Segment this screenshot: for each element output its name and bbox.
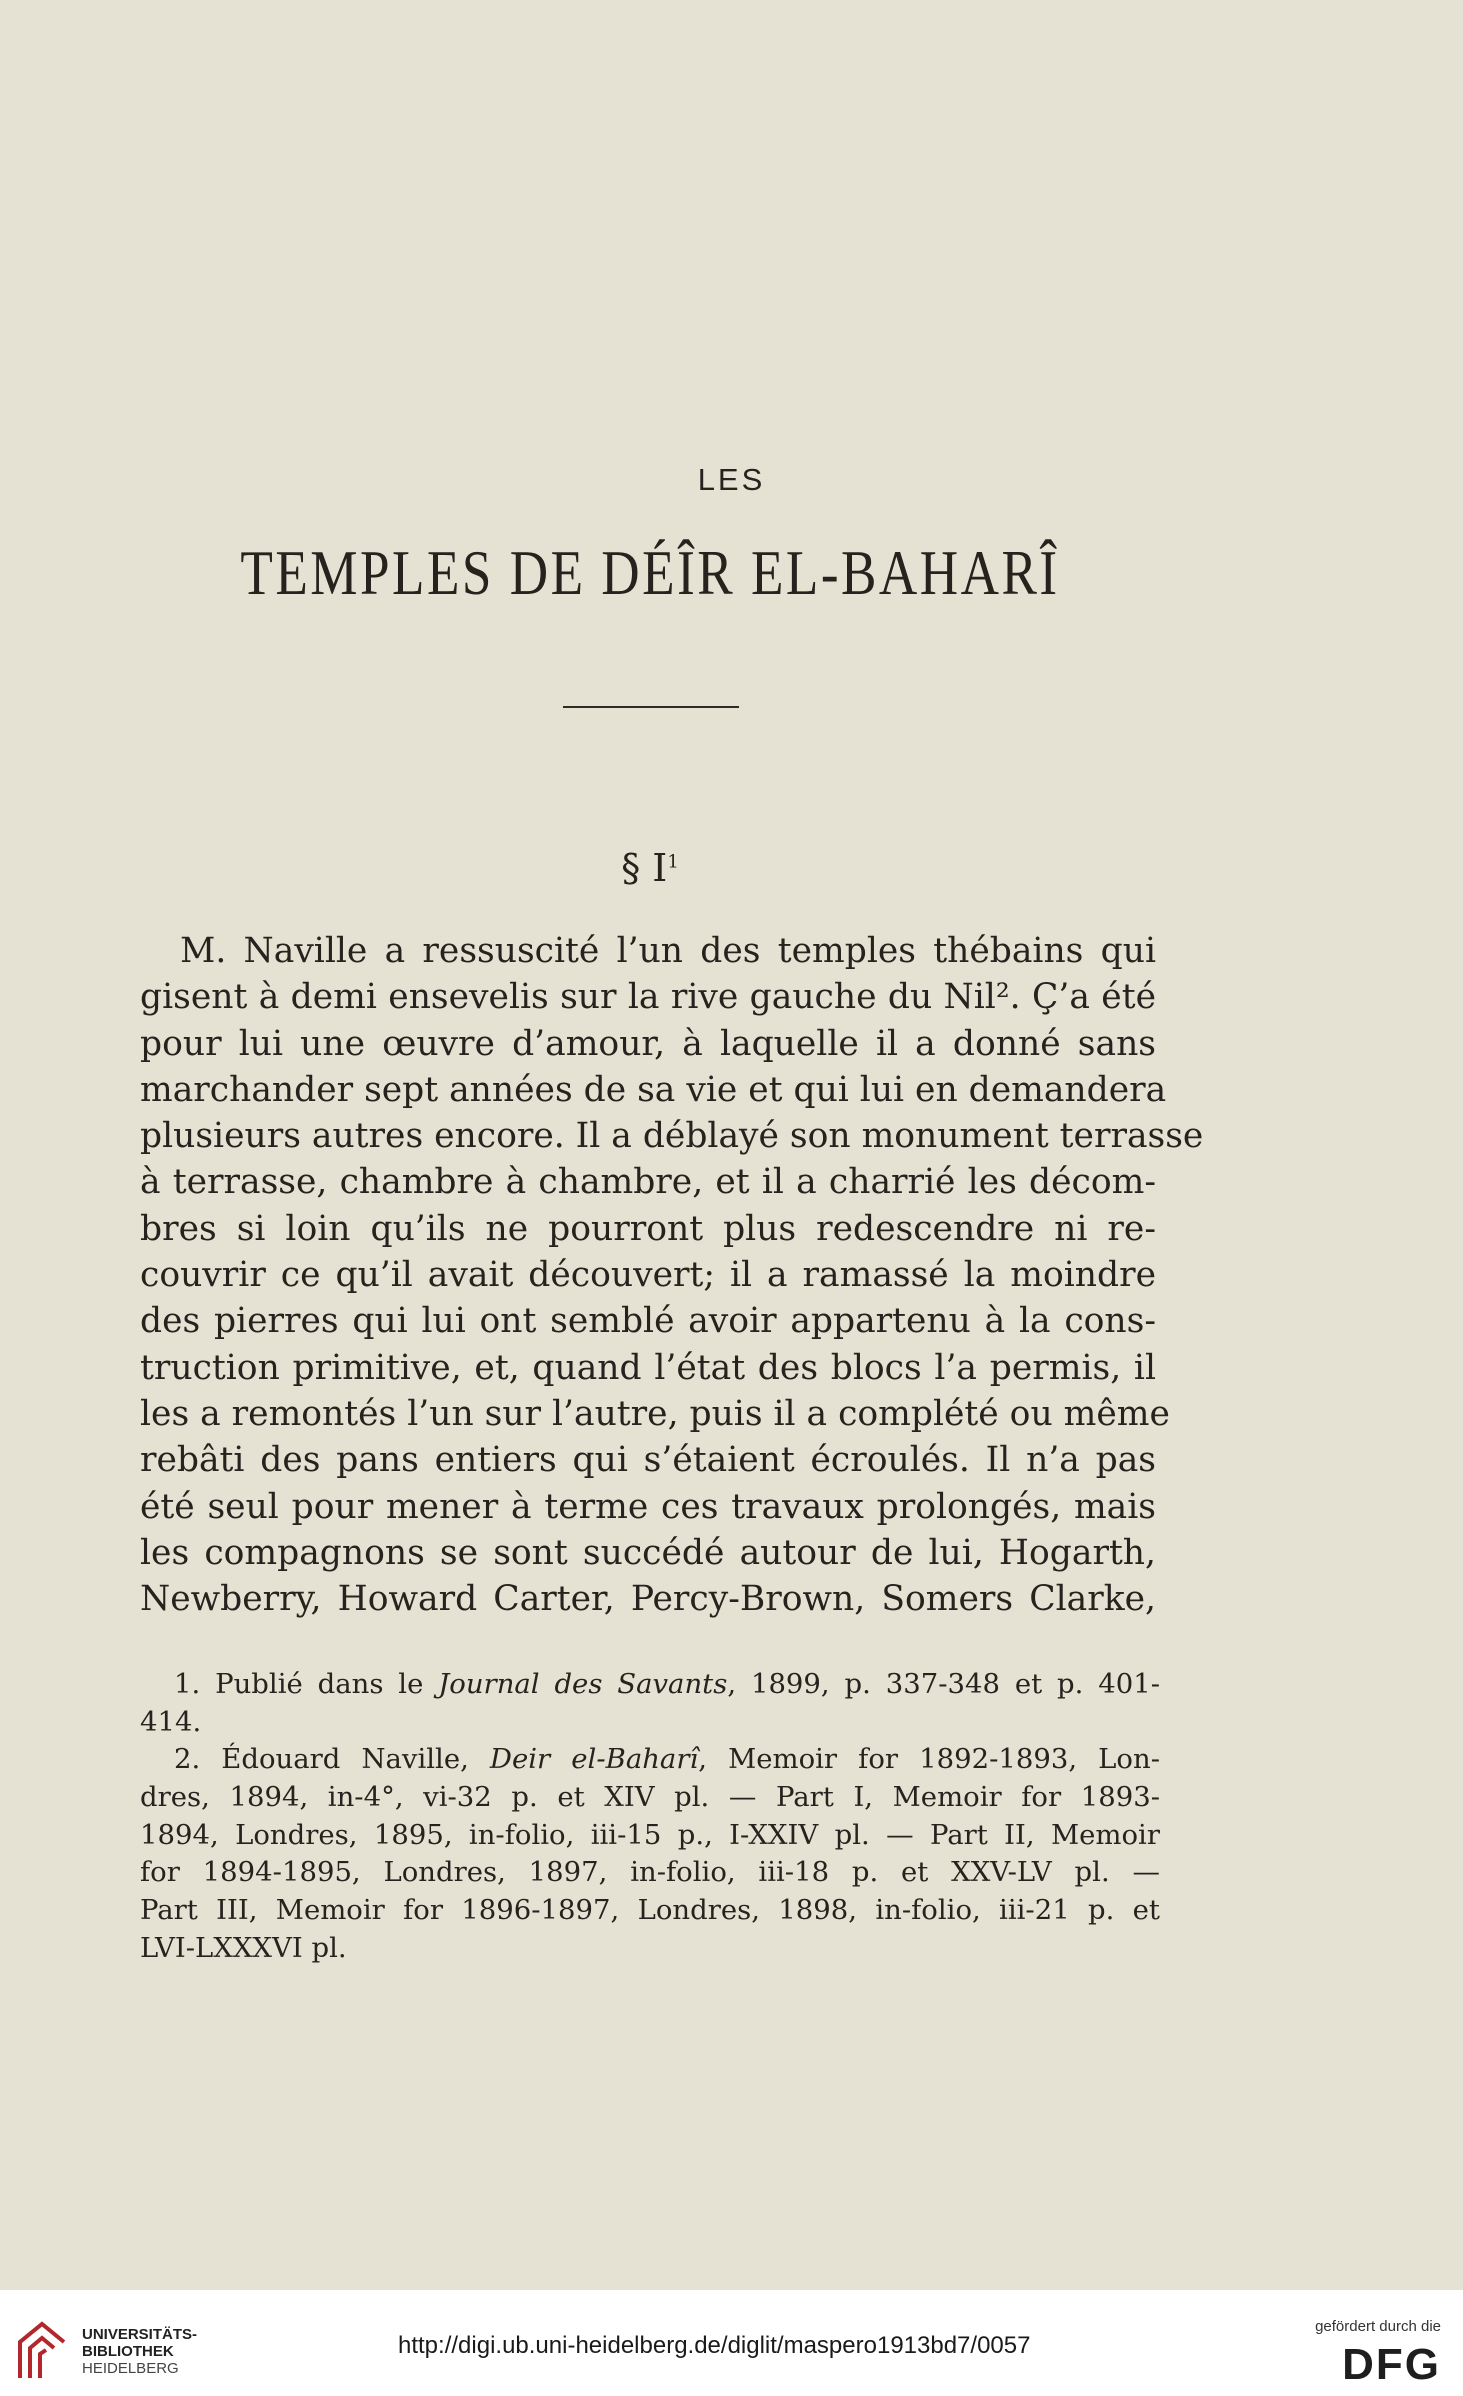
body-line: marchander sept années de sa vie et qui lui en demandera <box>140 1069 1167 1110</box>
body-line: des pierres qui lui ont semblé avoir appartenu à la cons- <box>140 1301 1156 1342</box>
institution-line: BIBLIOTHEK <box>82 2343 174 2360</box>
section-heading <box>0 846 1300 890</box>
section-footnote-ref: 1 <box>667 851 679 873</box>
footnote-text: , 1899, p. 337-348 et p. 401- <box>727 1668 1161 1700</box>
body-line: été seul pour mener à terme ces travaux prolongés, mais <box>140 1486 1156 1527</box>
footnote-text: , Memoir for 1892-1893, Lon- <box>698 1743 1160 1776</box>
body-paragraph <box>140 928 1204 1622</box>
footnote-2-line: Part III, Memoir for 1896-1897, Londres, 1898, in-folio, iii-21 p. et <box>140 1894 1160 1927</box>
footnote-2-line: LVI-LXXXVI pl. <box>140 1931 347 1964</box>
body-line: rebâti des pans entiers qui s’étaient écroulés. Il n’a pas <box>140 1440 1156 1481</box>
body-line: pour lui une œuvre d’amour, à laquelle il a donné sans <box>140 1023 1156 1064</box>
footnote-text: 1. Publié dans le <box>174 1668 439 1700</box>
footnote-1-line: 414. <box>140 1705 202 1738</box>
body-line: bres si loin qu’ils ne pourront plus redescendre ni re- <box>140 1208 1156 1249</box>
footnote-journal-title: Journal des Savants <box>438 1668 728 1700</box>
footnote-book-title: Deir el-Baharî <box>489 1743 699 1776</box>
body-line: à terrasse, chambre à chambre, et il a charrié les décom- <box>140 1162 1156 1203</box>
footnote-2-line <box>140 1741 1160 1779</box>
footnote-text: 2. Édouard Naville, <box>174 1743 490 1776</box>
body-line: les compagnons se sont succédé autour de lui, Hogarth, <box>140 1532 1156 1573</box>
body-line: gisent à demi ensevelis sur la rive gauche du Nil². Ç’a été <box>140 977 1156 1018</box>
section-label: § I <box>621 846 668 890</box>
dfg-logo: DFG <box>1342 2340 1441 2389</box>
university-library-logo <box>12 2320 74 2382</box>
title-divider <box>563 706 739 708</box>
body-line: Newberry, Howard Carter, Percy-Brown, Somers Clarke, <box>140 1579 1156 1620</box>
footnote-1-line <box>140 1666 1160 1704</box>
body-line: truction primitive, et, quand l’état des blocs l’a permis, il <box>140 1347 1156 1388</box>
footnote-2-line: dres, 1894, in-4°, vi-32 p. et XIV pl. — Part I, Memoir for 1893- <box>140 1781 1160 1814</box>
institution-line: HEIDELBERG <box>82 2360 179 2377</box>
university-library-name <box>82 2326 197 2377</box>
body-line: couvrir ce qu’il avait découvert; il a ramassé la moindre <box>140 1255 1156 1296</box>
footnote-2-line: for 1894-1895, Londres, 1897, in-folio, iii-18 p. et XXV-LV pl. — <box>140 1856 1160 1889</box>
footnotes <box>140 1666 1160 1968</box>
institution-line: UNIVERSITÄTS- <box>82 2326 198 2343</box>
source-url-link[interactable]: http://digi.ub.uni-heidelberg.de/diglit/maspero1913bd7/0057 <box>398 2332 1031 2359</box>
body-line: M. Naville a ressuscité l’un des temples thébains qui <box>180 931 1156 971</box>
body-line: les a remontés l’un sur l’autre, puis il a complété ou même <box>140 1393 1170 1434</box>
body-line: plusieurs autres encore. Il a déblayé son monument terrasse <box>140 1116 1204 1157</box>
funder-caption: gefördert durch die <box>1315 2318 1441 2335</box>
page-title: TEMPLES DE DÉÎR EL-BAHARÎ <box>240 537 1060 608</box>
pre-title: LES <box>697 462 766 497</box>
digitization-footer <box>0 2290 1463 2396</box>
footnote-2-line: 1894, Londres, 1895, in-folio, iii-15 p., I-XXIV pl. — Part II, Memoir <box>140 1818 1160 1851</box>
